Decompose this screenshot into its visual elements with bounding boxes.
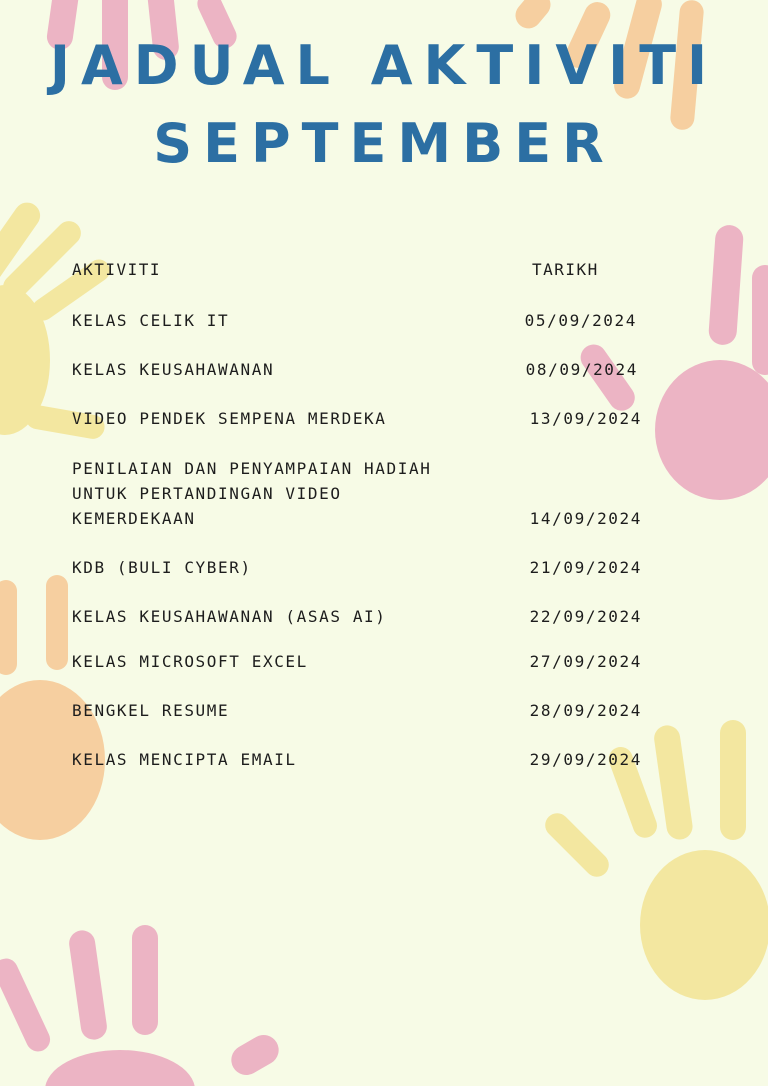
table-row (72, 747, 642, 772)
header-activity: AKTIVITI (72, 260, 162, 279)
activity-date: 21/09/2024 (529, 558, 642, 577)
activity-date: 28/09/2024 (529, 701, 642, 720)
table-row (72, 698, 642, 723)
handprint-bottom-left-icon (0, 925, 284, 1086)
activity-name: KDB (BULI CYBER) (72, 558, 252, 577)
activity-date: 14/09/2024 (529, 509, 642, 528)
table-row (72, 456, 642, 531)
activity-name: BENGKEL RESUME (72, 701, 230, 720)
activity-date: 13/09/2024 (529, 409, 642, 428)
table-row (72, 604, 642, 629)
activity-date: 22/09/2024 (529, 607, 642, 626)
activity-name: KELAS MENCIPTA EMAIL (72, 750, 297, 769)
header-date: TARIKH (532, 260, 599, 279)
activity-date: 05/09/2024 (524, 311, 637, 330)
page-title-line-1: JADUAL AKTIVITI (49, 34, 719, 97)
table-row (72, 555, 642, 580)
activity-name: KELAS KEUSAHAWANAN (72, 360, 275, 379)
activity-date: 08/09/2024 (525, 360, 638, 379)
page-title-line-2: SEPTEMBER (153, 112, 615, 175)
table-row (72, 406, 642, 431)
activity-name: VIDEO PENDEK SEMPENA MERDEKA (72, 409, 387, 428)
activity-name: KELAS KEUSAHAWANAN (ASAS AI) (72, 607, 387, 626)
activity-name: KELAS MICROSOFT EXCEL (72, 652, 308, 671)
activity-date: 27/09/2024 (529, 652, 642, 671)
table-row (72, 308, 642, 333)
activity-date: 29/09/2024 (529, 750, 642, 769)
table-row (72, 357, 642, 382)
table-row (72, 649, 642, 674)
activity-name: KELAS CELIK IT (72, 311, 230, 330)
activity-name: PENILAIAN DAN PENYAMPAIAN HADIAH UNTUK PERTANDINGAN VIDEO KEMERDEKAAN (72, 459, 432, 528)
